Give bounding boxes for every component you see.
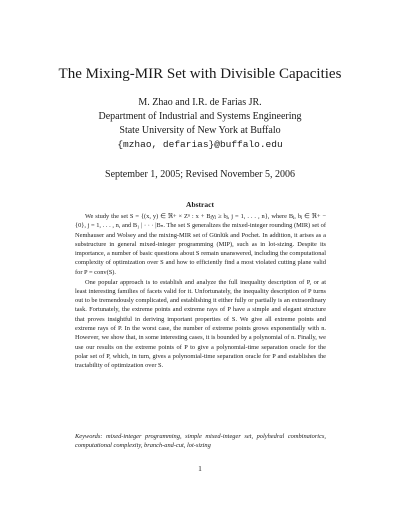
abstract-paragraph: We study the set S = {(x, y) ∈ ℜ+ × Zⁿ : x + Bⱼyⱼ ≥ bⱼ, j = 1, . . . , n}, where Bⱼ, bⱼ ∈ ℜ+ − {0}, j = 1, . . . , n, and B₁ | · · · |Bₙ. The set S generalizes the mixed-integer rounding (MIR) set of Nemhauser and Wolsey and the mixing-MIR set of Günlük and Pochet. In addition, it arises as a substructure in general mixed-integer programming (MIP), such as in lot-sizing. Despite its importance, a number of basic questions about S remain unanswered, including the computational complexity of optimization over S and how to efficiently find a most violated cutting plane valid for P = conv(S).: [75, 213, 326, 276]
author-email: {mzhao, defarias}@buffalo.edu: [117, 139, 283, 150]
keywords: Keywords: mixed-integer programming, simple mixed-integer set, polyhedral combinatorics, computational complexity, branch-and-cut, lot-sizing: [75, 433, 326, 450]
author-affiliation: [0, 110, 400, 152]
department-line: Department of Industrial and Systems Engineering: [98, 111, 302, 122]
abstract-body: [75, 212, 326, 371]
paper-date: September 1, 2005; Revised November 5, 2006: [105, 169, 295, 180]
university-line: State University of New York at Buffalo: [119, 125, 281, 136]
abstract-paragraph: One popular approach is to establish and analyze the full inequality description of P, or at least interesting families of facets valid for it. Unfortunately, the inequality description of P turns out to be tremendously complicated, and establishing it either fully or partially is an extraordinary task. Fortunately, the extreme points and extreme rays of P have a simple and elegant structure that proves insightful in deriving important properties of S. We give all extreme points and extreme rays of P. In the worst case, the number of extreme points grows exponentially with n. However, we show that, in some interesting cases, it is bounded by a polynomial of n. Finally, we use our results on the extreme points of P to give a polynomial-time separation oracle for the polar set of P, which, in turn, gives a polynomial-time separation oracle for P and establishes the tractability of optimization over S.: [75, 278, 326, 370]
page-number: 1: [198, 464, 202, 473]
abstract-heading: Abstract: [186, 200, 214, 209]
author-names: M. Zhao and I.R. de Farias JR.: [138, 97, 262, 108]
paper-title: The Mixing-MIR Set with Divisible Capacities: [58, 66, 342, 82]
